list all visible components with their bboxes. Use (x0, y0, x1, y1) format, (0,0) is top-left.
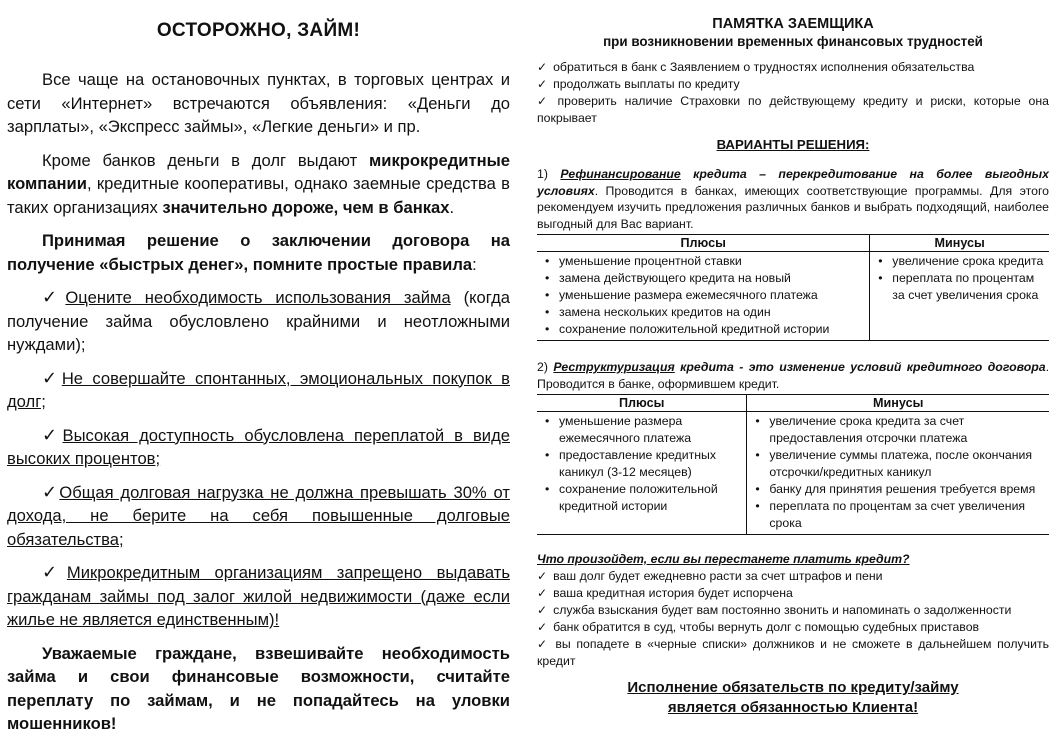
rule-underlined: Оцените необходимость использования займа (65, 288, 451, 307)
footer-line-1: Исполнение обязательств по кредиту/займу (627, 679, 959, 696)
check-icon: ✓ (42, 562, 67, 582)
minus-cell (870, 252, 1049, 341)
list-item (537, 602, 1049, 619)
refinancing-term: Рефинансирование (560, 167, 681, 181)
list-item: • предоставление кредитных каникул (3-12 месяцев) (541, 447, 742, 481)
rule-underlined: Микрокредитным организациям запрещено выдавать гражданам займы под залог жилой недвижимости (даже если жилье не является единственным)! (7, 563, 510, 629)
p2-text-b: микрокредитные компании (7, 150, 510, 193)
minus-cell (747, 412, 1049, 535)
check-icon: ✓ (537, 60, 548, 74)
restructuring-definition: кредита - это изменение условий кредитного договора (674, 360, 1046, 374)
consequences-list (537, 568, 1049, 670)
check-icon: ✓ (537, 637, 550, 651)
list-item: • сохранение положительной кредитной истории (541, 321, 865, 338)
list-item-text: ваш долг будет ежедневно расти за счет штрафов и пени (553, 569, 883, 583)
list-item: • уменьшение размера ежемесячного платежа (541, 287, 865, 304)
rule-underlined: Не совершайте спонтанных, эмоциональных покупок в долг; (7, 368, 510, 411)
rule-item (7, 367, 510, 414)
list-item-text: обратиться в банк с Заявлением о трудностях исполнения обязательства (553, 60, 975, 74)
list-item (537, 585, 1049, 602)
refinancing-description (537, 166, 1049, 232)
p3-tail: : (472, 254, 477, 274)
consequences-title: Что произойдет, если вы перестанете платить кредит? (537, 552, 910, 566)
list-item-text: ваша кредитная история будет испорчена (553, 586, 793, 600)
check-icon: ✓ (537, 94, 552, 108)
plus-cell (537, 412, 747, 535)
list-item: • уменьшение процентной ставки (541, 253, 865, 270)
p2-text-e: . (449, 197, 455, 217)
list-item: • банку для принятия решения требуется время (751, 481, 1045, 498)
list-item-text: служба взыскания будет вам постоянно звонить и напоминать о задолженности (553, 603, 1012, 617)
plus-header: Плюсы (537, 395, 747, 412)
check-icon: ✓ (537, 620, 548, 634)
list-item (537, 619, 1049, 636)
p3-text: Принимая решение о заключении договора на получение «быстрых денег», помните простые правила (7, 231, 510, 274)
list-item (537, 636, 1049, 670)
p2-text-d: значительно дороже, чем в банках (162, 197, 450, 217)
left-paragraph-1: Все чаще на остановочных пунктах, в торговых центрах и сети «Интернет» встречаются объявления: «Деньги до зарплаты», «Экспресс займы», «Легкие деньги» и пр. (7, 70, 510, 136)
plus-cell (537, 252, 870, 341)
rule-tail: (когда получение займа обусловлено крайними и неотложными нуждами); (7, 288, 511, 354)
list-item: • переплата по процентам за счет увеличения срока (874, 270, 1045, 304)
restructuring-text: . Проводится в банке, оформившем кредит. (537, 360, 1049, 391)
refinancing-definition: кредита – перекредитование на более выгодных условиях (537, 167, 1049, 198)
check-icon: ✓ (537, 77, 548, 91)
list-item (537, 93, 1049, 127)
rules-list (7, 286, 510, 632)
list-item-text: проверить наличие Страховки по действующему кредиту и риски, которые она покрывает (537, 94, 1049, 125)
left-paragraph-3 (7, 229, 510, 276)
check-icon: ✓ (537, 569, 548, 583)
p2-text-c: , кредитные кооперативы, однако заемные средства в таких организациях (7, 174, 510, 217)
list-item: • увеличение срока кредита (874, 253, 1045, 270)
check-icon: ✓ (537, 603, 548, 617)
footer-notice (537, 678, 1049, 718)
list-item-text: продолжать выплаты по кредиту (553, 77, 740, 91)
check-icon: ✓ (42, 424, 63, 445)
list-item (537, 568, 1049, 585)
refinancing-table (537, 234, 1049, 341)
rule-item (7, 481, 510, 552)
list-item-text: банк обратится в суд, чтобы вернуть долг с помощью судебных приставов (553, 620, 980, 634)
check-icon: ✓ (42, 481, 60, 502)
check-icon: ✓ (42, 367, 62, 388)
rule-item (7, 424, 510, 471)
list-item-text: вы попадете в «черные списки» должников и не сможете в дальнейшем получить кредит (537, 637, 1049, 668)
left-paragraph-2 (7, 149, 510, 220)
rule-underlined: Общая долговая нагрузка не должна превышать 30% от дохода, не берите на себя повышенные долговые обязательства; (7, 482, 510, 549)
section-number: 1) (537, 167, 561, 181)
section-number: 2) (537, 360, 554, 374)
list-item: • сохранение положительной кредитной истории (541, 481, 742, 515)
list-item: • уменьшение размера ежемесячного платежа (541, 413, 742, 447)
minus-header: Минусы (870, 235, 1049, 252)
footer-line-2: является обязанностью Клиента! (667, 699, 919, 716)
list-item: • переплата по процентам за счет увеличения срока (751, 498, 1045, 532)
list-item: • замена действующего кредита на новый (541, 270, 865, 287)
list-item: • увеличение срока кредита за счет предоставления отсрочки платежа (751, 413, 1045, 447)
list-item (537, 76, 1049, 93)
restructuring-description (537, 359, 1049, 392)
variants-title: ВАРИАНТЫ РЕШЕНИЯ: (716, 137, 870, 152)
restructuring-term: Реструктуризация (553, 360, 675, 374)
rule-item (7, 286, 510, 357)
check-icon: ✓ (42, 287, 66, 307)
left-column (7, 8, 510, 746)
memo-title: ПАМЯТКА ЗАЕМЩИКА (712, 16, 874, 32)
list-item: • увеличение суммы платежа, после окончания отсрочки/кредитных каникул (751, 447, 1045, 481)
refinancing-text: . Проводится в банках, имеющих соответствующие программы. Для этого рекомендуем изучить предложения различных банков и выбрать подходящий, наиболее выгодный для Вас вариант. (537, 183, 1049, 231)
check-icon: ✓ (537, 586, 548, 600)
plus-header: Плюсы (537, 235, 870, 252)
list-item: • замена нескольких кредитов на один (541, 304, 865, 321)
memo-subtitle: при возникновении временных финансовых трудностей (603, 34, 983, 49)
minus-header: Минусы (747, 395, 1049, 412)
restructuring-table (537, 394, 1049, 535)
p2-text-a: Кроме банков деньги в долг выдают (42, 150, 369, 170)
left-closing-paragraph: Уважаемые граждане, взвешивайте необходимость займа и свои финансовые возможности, считайте переплату по займам, и не попадайтесь на уловки мошенников! (7, 643, 510, 733)
rule-item (7, 561, 510, 632)
right-column (537, 10, 1049, 718)
left-title: ОСТОРОЖНО, ЗАЙМ! (156, 20, 361, 41)
intro-list (537, 59, 1049, 127)
rule-underlined: Высокая доступность обусловлена переплатой в виде высоких процентов; (7, 425, 510, 468)
list-item (537, 59, 1049, 76)
